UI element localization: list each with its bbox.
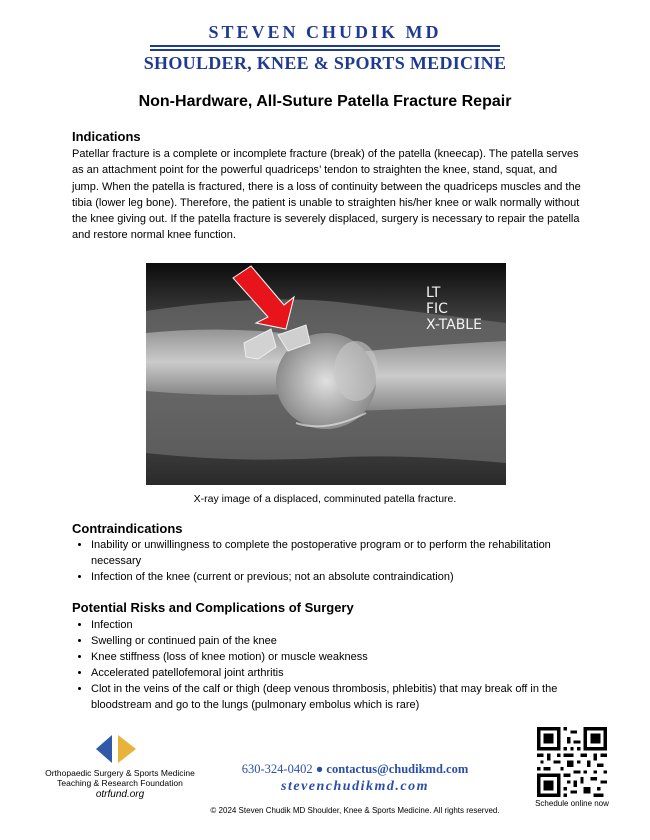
list-item: • Infection bbox=[91, 618, 601, 634]
xray-image bbox=[146, 263, 506, 485]
qr-code-icon[interactable] bbox=[537, 727, 607, 797]
contraindications-heading: Contraindications bbox=[72, 521, 183, 536]
risks-heading: Potential Risks and Complications of Surgery bbox=[72, 600, 354, 615]
phone-number[interactable]: 630-324-0402 bbox=[241, 762, 313, 776]
bullet-icon: ● bbox=[315, 762, 327, 776]
header-rule-bottom bbox=[150, 49, 500, 51]
indications-heading: Indications bbox=[72, 129, 141, 144]
list-item: • Knee stiffness (loss of knee motion) or muscle weakness bbox=[91, 650, 601, 666]
foundation-logo-icon bbox=[94, 733, 138, 765]
xray-label-line3: X-TABLE bbox=[426, 317, 482, 333]
list-item: • Swelling or continued pain of the knee bbox=[91, 634, 601, 650]
foundation-name-line1: Orthopaedic Surgery & Sports Medicine bbox=[45, 768, 195, 778]
list-item: • Infection of the knee (current or previous; not an absolute contraindication) bbox=[91, 570, 601, 586]
contraindications-list bbox=[72, 538, 601, 586]
contact-line bbox=[200, 762, 510, 777]
website-link[interactable]: stevenchudikmd.com bbox=[281, 779, 429, 794]
document-title: Non-Hardware, All-Suture Patella Fracture Repair bbox=[138, 93, 512, 110]
list-item: • Clot in the veins of the calf or thigh (deep venous thrombosis, phlebitis) that may break off in the bloodstream and go to the lungs (pulmonary embolus which is rare) bbox=[91, 682, 601, 714]
xray-label-line2: FIC bbox=[426, 301, 448, 317]
foundation-url[interactable]: otrfund.org bbox=[95, 789, 145, 800]
header-rule-top bbox=[150, 45, 500, 47]
xray-label-line1: LT bbox=[426, 285, 441, 301]
foundation-name-line2: Teaching & Research Foundation bbox=[57, 778, 183, 788]
copyright-notice: © 2024 Steven Chudik MD Shoulder, Knee & Sports Medicine. All rights reserved. bbox=[210, 806, 500, 815]
brand-name: STEVEN CHUDIK MD bbox=[208, 22, 442, 42]
indications-paragraph: Patellar fracture is a complete or incomplete fracture (break) of the patella (kneecap). The patella serves as an attachment point for the powerful quadriceps’ tendon to straighten the knee, stand, squat, and jump. When the patella is fractured, there is a loss of continuity between the quadriceps muscles and the tibia (lower leg bone). Therefore, the patient is unable to straighten his/her knee or walk normally without the knee giving out. If the patella fracture is severely displaced, surgery is necessary to repair the patella and restore normal knee function. bbox=[72, 148, 581, 242]
list-item: • Inability or unwillingness to complete the postoperative program or to perform the rehabilitation necessary bbox=[91, 538, 601, 570]
qr-caption: Schedule online now bbox=[535, 799, 609, 808]
xray-illustration bbox=[146, 263, 506, 485]
foundation-name bbox=[40, 768, 200, 788]
risks-list bbox=[72, 618, 601, 713]
figure-caption: X-ray image of a displaced, comminuted patella fracture. bbox=[193, 493, 457, 505]
list-item: • Accelerated patellofemoral joint arthritis bbox=[91, 666, 601, 682]
email-link[interactable]: contactus@chudikmd.com bbox=[326, 762, 469, 776]
brand-subtitle: SHOULDER, KNEE & SPORTS MEDICINE bbox=[143, 53, 507, 73]
